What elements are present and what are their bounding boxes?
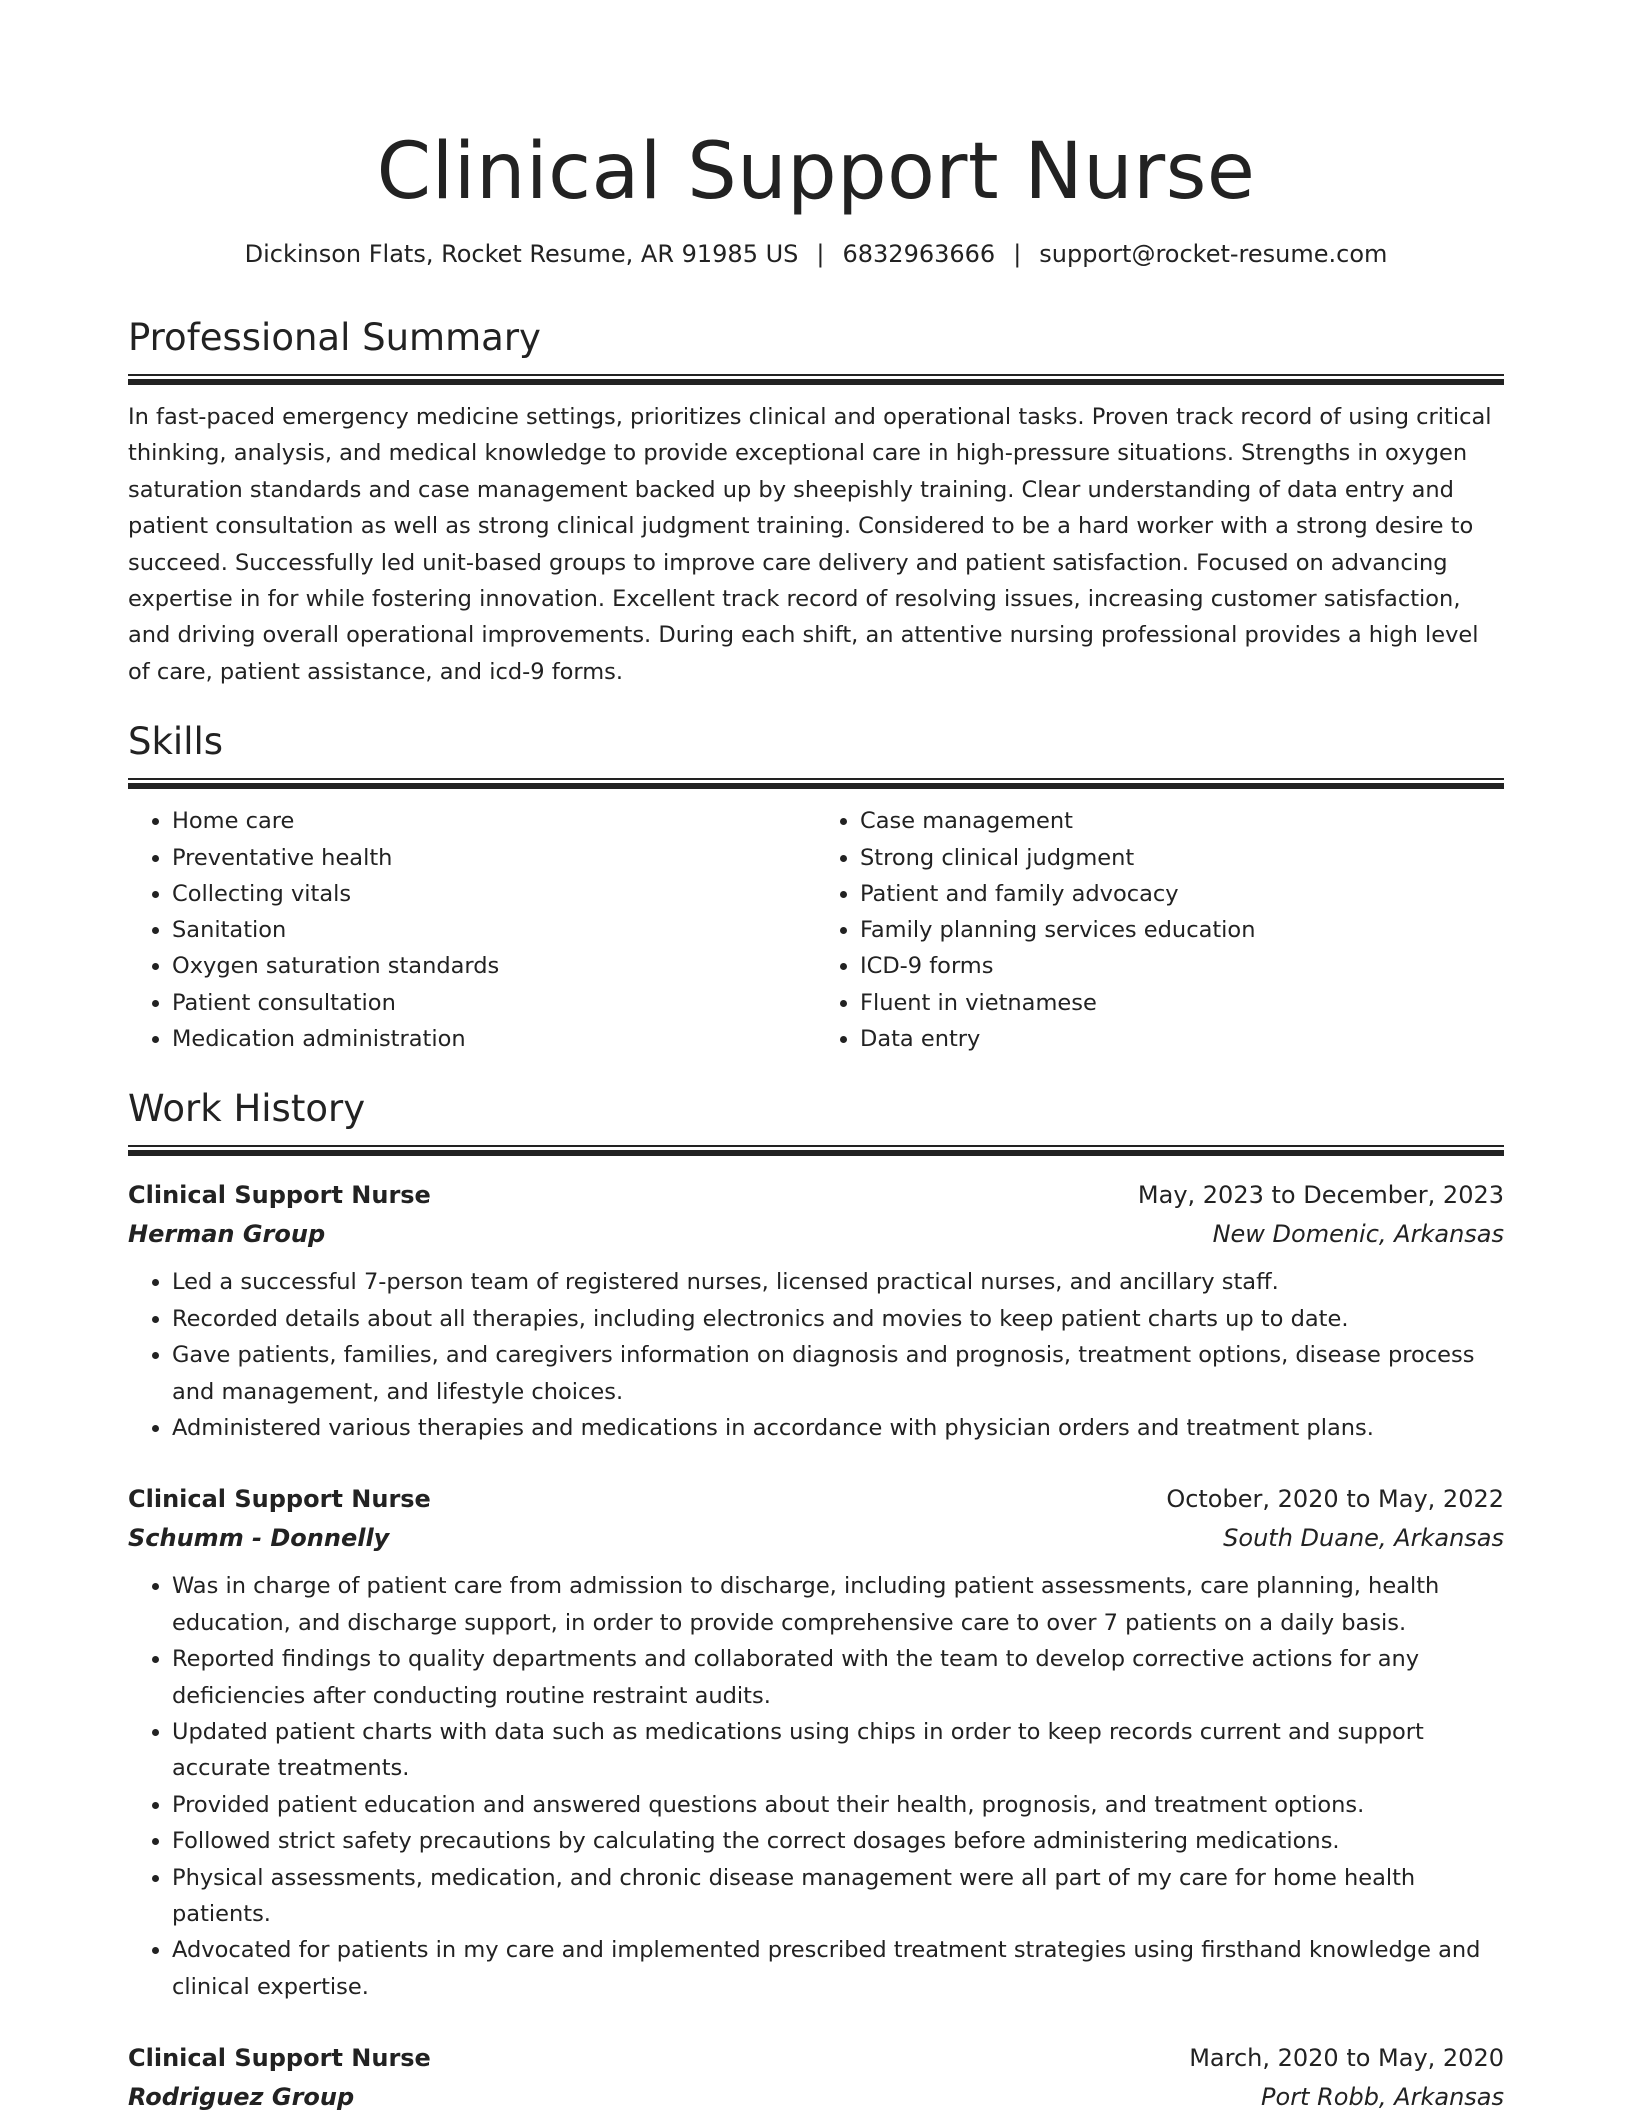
- job-title: Clinical Support Nurse: [128, 1485, 431, 1514]
- job-title: Clinical Support Nurse: [128, 1181, 431, 1210]
- job-dates: October, 2020 to May, 2022: [1166, 1485, 1504, 1514]
- section-divider: [128, 778, 1504, 789]
- skill-item: • Patient and family advocacy: [860, 876, 1504, 912]
- contact-separator: |: [816, 240, 825, 268]
- job-bullet: • Gave patients, families, and caregivers information on diagnosis and prognosis, treatment options, disease process and management, and lifestyle choices.: [172, 1337, 1504, 1410]
- job-company: Schumm - Donnelly: [128, 1524, 390, 1553]
- skill-item: • Case management: [860, 803, 1504, 839]
- skill-item: • Sanitation: [172, 912, 816, 948]
- contact-email[interactable]: support@rocket-resume.com: [1039, 240, 1388, 268]
- job-company-row: [128, 2077, 1504, 2117]
- section-title-summary: Professional Summary: [128, 316, 541, 359]
- job-entry: [128, 1176, 1504, 1446]
- candidate-name: Clinical Support Nurse: [376, 127, 1256, 217]
- skills-list-right: [816, 803, 1504, 1057]
- contact-line: [128, 238, 1504, 270]
- job-header-row: [128, 2039, 1504, 2077]
- job-company-row: [128, 1518, 1504, 1558]
- contact-phone: 6832963666: [842, 240, 996, 268]
- job-company-row: [128, 1214, 1504, 1254]
- skills-columns: [128, 803, 1504, 1057]
- job-bullet: • Reported findings to quality departments and collaborated with the team to develop corrective actions for any deficiencies after conducting routine restraint audits.: [172, 1641, 1504, 1714]
- skill-item: • Family planning services education: [860, 912, 1504, 948]
- skill-item: • Oxygen saturation standards: [172, 948, 816, 984]
- job-bullet: • Advocated for patients in my care and implemented prescribed treatment strategies using firsthand knowledge and clinical expertise.: [172, 1932, 1504, 2005]
- skill-item: • Data entry: [860, 1021, 1504, 1057]
- job-location: Port Robb, Arkansas: [1261, 2083, 1504, 2112]
- job-bullet: • Led a successful 7-person team of registered nurses, licensed practical nurses, and ancillary staff.: [172, 1264, 1504, 1300]
- job-bullet: • Followed strict safety precautions by calculating the correct dosages before administering medications.: [172, 1823, 1504, 1859]
- skill-item: • ICD-9 forms: [860, 948, 1504, 984]
- skill-item: • Medication administration: [172, 1021, 816, 1057]
- job-title: Clinical Support Nurse: [128, 2044, 431, 2073]
- job-dates: May, 2023 to December, 2023: [1137, 1181, 1504, 1210]
- job-location: South Duane, Arkansas: [1223, 1524, 1504, 1553]
- job-bullet: • Administered various therapies and medications in accordance with physician orders and treatment plans.: [172, 1410, 1504, 1446]
- work-history-section: [128, 1085, 1504, 2117]
- job-bullet: • Updated patient charts with data such as medications using chips in order to keep records current and support accurate treatments.: [172, 1714, 1504, 1787]
- skill-item: • Home care: [172, 803, 816, 839]
- job-bullets: [128, 1264, 1504, 1446]
- job-bullet: • Recorded details about all therapies, including electronics and movies to keep patient charts up to date.: [172, 1301, 1504, 1337]
- job-header-row: [128, 1480, 1504, 1518]
- contact-separator: |: [1013, 240, 1022, 268]
- job-location: New Domenic, Arkansas: [1212, 1220, 1504, 1249]
- professional-summary-section: [128, 314, 1504, 690]
- job-dates: March, 2020 to May, 2020: [1189, 2044, 1504, 2073]
- section-title-skills: Skills: [128, 720, 224, 764]
- skill-item: • Fluent in vietnamese: [860, 985, 1504, 1021]
- skill-item: • Patient consultation: [172, 985, 816, 1021]
- job-bullets: [128, 1568, 1504, 2005]
- skill-item: • Collecting vitals: [172, 876, 816, 912]
- skill-item: • Strong clinical judgment: [860, 840, 1504, 876]
- resume-page: [128, 0, 1504, 2117]
- job-bullet: • Was in charge of patient care from admission to discharge, including patient assessments, care planning, health education, and discharge support, in order to provide comprehensive care to over 7 patients on a daily basis.: [172, 1568, 1504, 1641]
- contact-address: Dickinson Flats, Rocket Resume, AR 91985 US: [244, 240, 799, 268]
- job-entry: [128, 2039, 1504, 2117]
- job-header-row: [128, 1176, 1504, 1214]
- section-divider: [128, 1145, 1504, 1156]
- skill-item: • Preventative health: [172, 840, 816, 876]
- summary-text: In fast-paced emergency medicine settings, prioritizes clinical and operational tasks. Proven track record of using critical thinking, analysis, and medical knowledge to provide exceptional care in high-pressure situations. Strengths in oxygen saturation standards and case management backed up by sheepishly training. Clear understanding of data entry and patient consultation as well as strong clinical judgment training. Considered to be a hard worker with a strong desire to succeed. Successfully led unit-based groups to improve care delivery and patient satisfaction. Focused on advancing expertise in for while fostering innovation. Excellent track record of resolving issues, increasing customer satisfaction, and driving overall operational improvements. During each shift, an attentive nursing professional provides a high level of care, patient assistance, and icd-9 forms.: [128, 404, 1492, 685]
- job-entry: [128, 1480, 1504, 2005]
- job-bullet: • Physical assessments, medication, and chronic disease management were all part of my care for home health patients.: [172, 1860, 1504, 1933]
- section-title-work-history: Work History: [128, 1087, 366, 1131]
- skills-list-left: [128, 803, 816, 1057]
- skills-section: [128, 718, 1504, 1057]
- job-bullet: • Provided patient education and answered questions about their health, prognosis, and treatment options.: [172, 1787, 1504, 1823]
- section-divider: [128, 374, 1504, 385]
- job-company: Rodriguez Group: [128, 2083, 355, 2112]
- job-company: Herman Group: [128, 1220, 326, 1249]
